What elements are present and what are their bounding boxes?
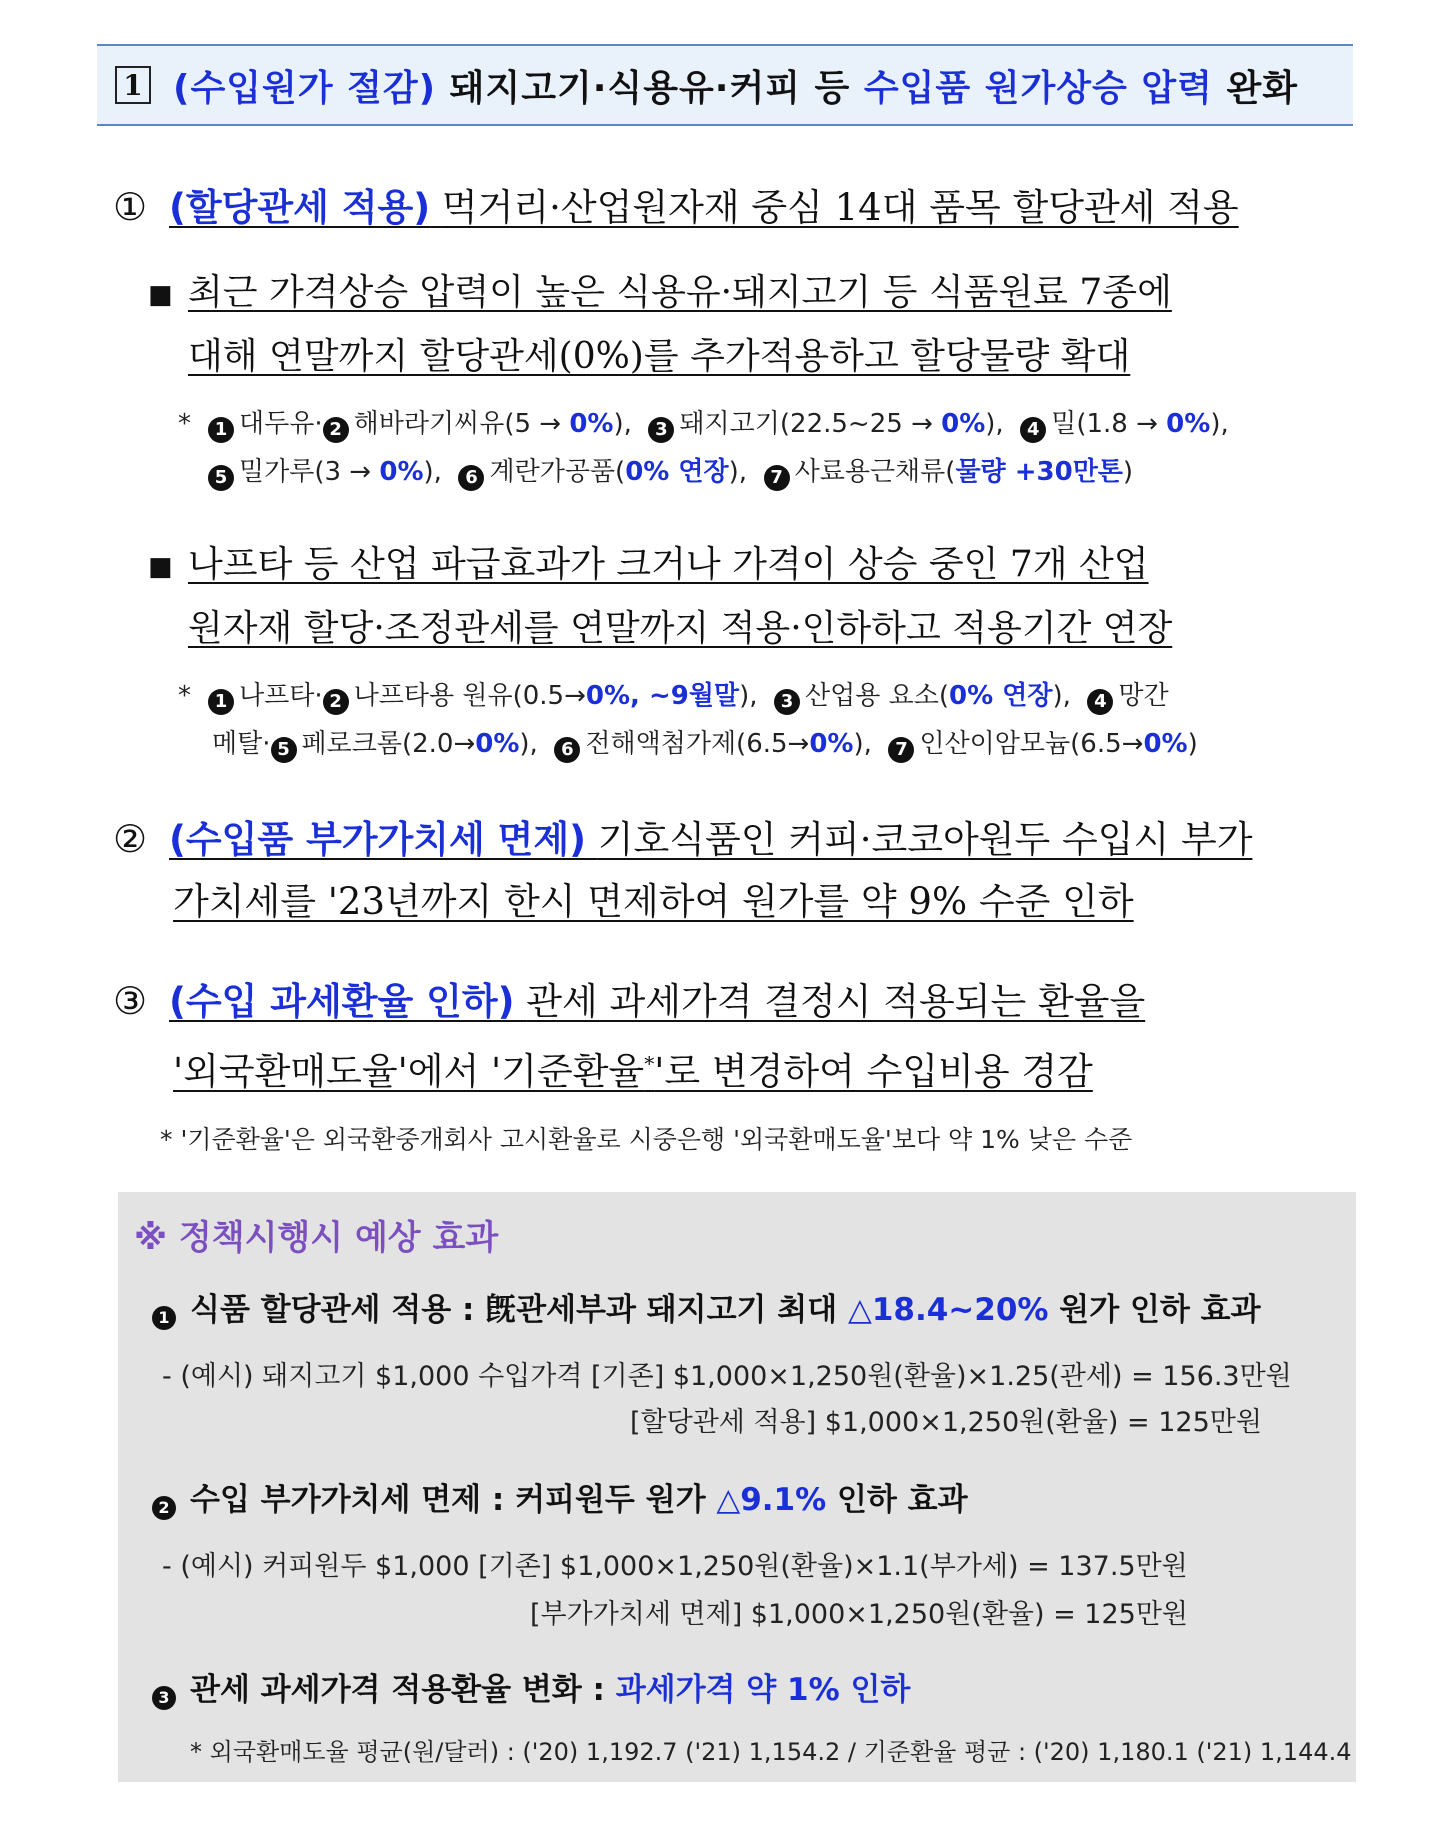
item-3-label: (수입 과세환율 인하) — [169, 980, 515, 1023]
note-1-e4: ), — [1210, 409, 1229, 439]
note-2-t4b: 메탈· — [212, 729, 271, 759]
circle-number-icon: 2 — [152, 1496, 176, 1520]
note-1-t4: 밀(1.8 → — [1051, 409, 1167, 439]
note-1-t1: 대두유· — [239, 409, 323, 439]
circle-number-icon: 7 — [764, 465, 790, 491]
bullet-1-line2: 대해 연말까지 할당관세(0%)를 추가적용하고 할당물량 확대 — [188, 336, 1131, 377]
section-number: 1 — [115, 66, 151, 104]
bullet-square-icon: ■ — [148, 552, 173, 582]
effect-3-text: 관세 과세가격 적용환율 변화 : — [190, 1672, 605, 1708]
item-2-label: (수입품 부가가치세 면제) — [169, 818, 587, 861]
effect-1-tail: 원가 인하 효과 — [1059, 1292, 1261, 1328]
note-1 — [178, 400, 1358, 496]
circle-number-icon: 4 — [1020, 417, 1046, 443]
note-2-t1: 나프타· — [239, 681, 323, 711]
effect-1-example-1: - (예시) 돼지고기 $1,000 수입가격 [기존] $1,000×1,250원(환율)×1.25(관세) = 156.3만원 — [162, 1361, 1292, 1392]
circle-number-icon: 1 — [208, 417, 234, 443]
circle-number-icon: 3 — [152, 1686, 176, 1710]
note-1-e5: ), — [423, 457, 442, 487]
item-1-mark: ① — [113, 185, 148, 229]
effect-3-value: 과세가격 약 1% 인하 — [615, 1672, 911, 1708]
note-2-v3: 0% 연장 — [949, 681, 1053, 711]
circle-number-icon: 5 — [271, 737, 297, 763]
note-1-e6: ), — [728, 457, 748, 487]
circle-number-icon: 6 — [554, 737, 580, 763]
note-2-v7: 0% — [1143, 729, 1188, 759]
note-2-v6: 0% — [809, 729, 854, 759]
section-text1: 돼지고기·식용유·커피 등 — [449, 67, 851, 109]
item-3-line2a: '외국환매도율'에서 '기준환율 — [173, 1050, 645, 1094]
bullet-1 — [148, 262, 1358, 388]
note-2-v5: 0% — [475, 729, 520, 759]
circle-number-icon: 1 — [152, 1306, 176, 1330]
effect-2-heading — [152, 1474, 968, 1520]
note-2-e2: ), — [739, 681, 758, 711]
effect-1-example-2: [할당관세 적용] $1,000×1,250원(환율) = 125만원 — [630, 1407, 1262, 1438]
note-2-t3: 산업용 요소( — [805, 681, 950, 711]
item-2-line1: 기호식품인 커피·코코아원두 수입시 부가 — [597, 818, 1253, 861]
note-1-e2: ), — [613, 409, 632, 439]
bullet-1-line1: 최근 가격상승 압력이 높은 식용유·돼지고기 등 식품원료 7종에 — [188, 272, 1172, 313]
circle-number-icon: 1 — [208, 689, 234, 715]
item-3-sup: * — [644, 1052, 655, 1076]
item-3-footnote: * '기준환율'은 외국환중개회사 고시환율로 시중은행 '외국환매도율'보다 약 1% 낮은 수준 — [160, 1125, 1133, 1154]
item-3-line2b: '로 변경하여 수입비용 경감 — [654, 1050, 1093, 1094]
effect-2-example-2: [부가가치세 면제] $1,000×1,250원(환율) = 125만원 — [530, 1599, 1188, 1630]
item-1-label: (할당관세 적용) — [169, 186, 431, 229]
section-title — [173, 60, 1298, 111]
note-1-star: * — [178, 409, 191, 439]
note-2-e7: ) — [1187, 729, 1198, 759]
effect-2-example-1: - (예시) 커피원두 $1,000 [기존] $1,000×1,250원(환율)×1.1(부가세) = 137.5만원 — [162, 1551, 1188, 1582]
effect-1-value: △18.4~20% — [847, 1292, 1049, 1328]
note-1-v2: 0% — [569, 409, 614, 439]
effect-3-note: * 외국환매도율 평균(원/달러) : ('20) 1,192.7 ('21) 1,154.2 / 기준환율 평균 : ('20) 1,180.1 ('21) 1,144.4 — [190, 1738, 1352, 1766]
note-1-e7: ) — [1122, 457, 1134, 487]
note-2-star: * — [178, 681, 191, 711]
effect-2-value: △9.1% — [716, 1482, 827, 1518]
effect-1-heading — [152, 1284, 1261, 1330]
effect-2-text: 수입 부가가치세 면제 : 커피원두 원가 — [190, 1482, 706, 1518]
note-1-t7: 사료용근채류( — [794, 457, 956, 487]
note-1-v3: 0% — [941, 409, 986, 439]
item-3-line1: 관세 과세가격 결정시 적용되는 환율을 — [526, 980, 1146, 1023]
item-1 — [113, 176, 1358, 239]
item-2 — [113, 808, 1358, 933]
item-3-mark: ③ — [113, 979, 148, 1023]
section-header — [97, 44, 1353, 126]
note-2 — [178, 672, 1358, 768]
bullet-2 — [148, 534, 1358, 660]
effects-title: ※ 정책시행시 예상 효과 — [134, 1218, 499, 1258]
circle-number-icon: 6 — [458, 465, 484, 491]
bullet-square-icon: ■ — [148, 280, 173, 310]
bullet-2-line1: 나프타 등 산업 파급효과가 크거나 가격이 상승 중인 7개 산업 — [188, 544, 1149, 585]
effect-1-text: 식품 할당관세 적용 : 旣관세부과 돼지고기 최대 — [190, 1292, 838, 1328]
note-1-t6: 계란가공품( — [489, 457, 626, 487]
section-highlight: 수입품 원가상승 압력 — [863, 67, 1213, 109]
circle-number-icon: 5 — [208, 465, 234, 491]
note-1-v4: 0% — [1166, 409, 1211, 439]
effect-3-heading — [152, 1664, 910, 1710]
item-2-line2: 가치세를 '23년까지 한시 면제하여 원가를 약 9% 수준 인하 — [173, 880, 1134, 923]
expected-effects-box — [118, 1192, 1356, 1782]
circle-number-icon: 7 — [888, 737, 914, 763]
note-2-t5: 페로크롬(2.0→ — [301, 729, 476, 759]
note-2-t6: 전해액첨가제(6.5→ — [585, 729, 810, 759]
note-1-v5: 0% — [379, 457, 424, 487]
circle-number-icon: 3 — [648, 417, 674, 443]
note-2-v2: 0%, ~9월말 — [585, 681, 740, 711]
note-2-e5: ), — [519, 729, 538, 759]
item-2-mark: ② — [113, 817, 148, 861]
note-1-t2: 해바라기씨유(5 → — [353, 409, 570, 439]
note-1-t5: 밀가루(3 → — [239, 457, 380, 487]
note-2-t4: 망간 — [1118, 681, 1169, 711]
note-1-v7: 물량 +30만톤 — [955, 457, 1123, 487]
note-1-t3: 돼지고기(22.5~25 → — [679, 409, 942, 439]
item-1-text: 먹거리·산업원자재 중심 14대 품목 할당관세 적용 — [441, 186, 1239, 229]
circle-number-icon: 4 — [1087, 689, 1113, 715]
circle-number-icon: 2 — [323, 689, 349, 715]
note-1-e3: ), — [985, 409, 1004, 439]
section-label: (수입원가 절감) — [173, 67, 437, 109]
note-2-e6: ), — [853, 729, 872, 759]
note-2-t2: 나프타용 원유(0.5→ — [353, 681, 586, 711]
note-2-e3: ), — [1052, 681, 1071, 711]
effect-2-tail: 인하 효과 — [836, 1482, 968, 1518]
section-text2: 완화 — [1226, 67, 1299, 109]
circle-number-icon: 3 — [774, 689, 800, 715]
note-1-v6: 0% 연장 — [625, 457, 729, 487]
item-3 — [113, 970, 1358, 1103]
note-2-t7: 인산이암모늄(6.5→ — [919, 729, 1144, 759]
bullet-2-line2: 원자재 할당·조정관세를 연말까지 적용·인하하고 적용기간 연장 — [188, 608, 1173, 649]
circle-number-icon: 2 — [323, 417, 349, 443]
